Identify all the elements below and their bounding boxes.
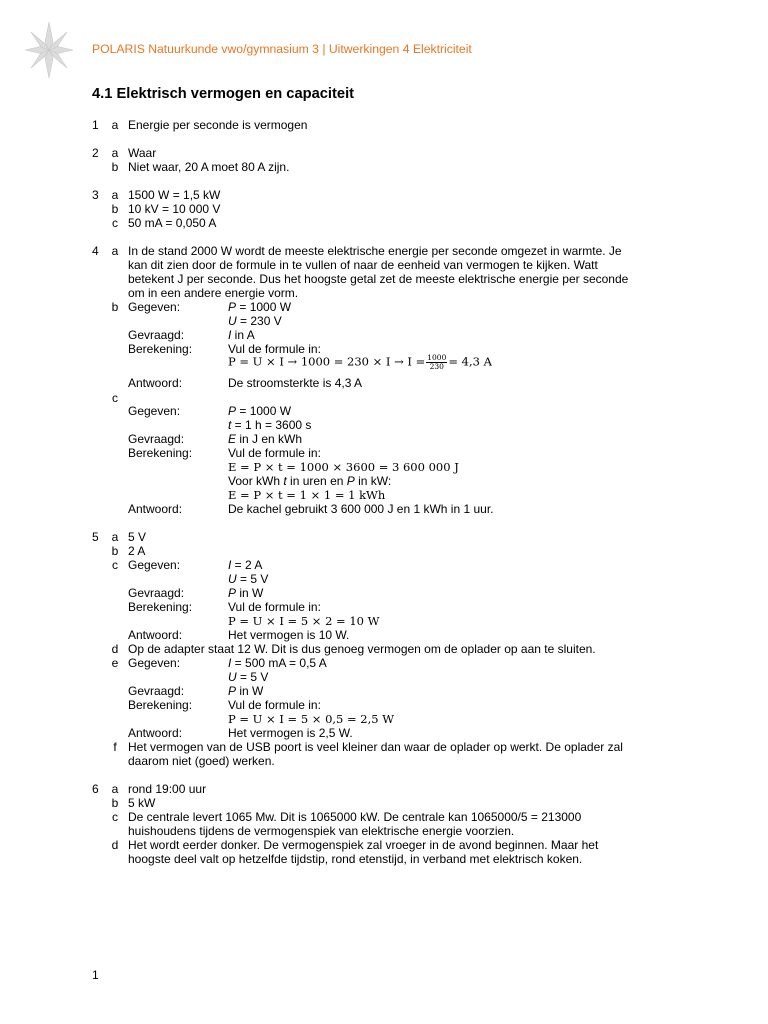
- answer-line: De centrale levert 1065 Mw. Dit is 1065000 kW. De centrale kan 1065000/5 = 213000: [128, 810, 582, 824]
- asked-label: Gevraagd:: [128, 684, 185, 698]
- part-letter: a: [111, 244, 119, 258]
- calculation-label: Berekening:: [128, 342, 193, 356]
- answer-text: rond 19:00 uur: [128, 782, 207, 796]
- given-label: Gegeven:: [128, 300, 181, 314]
- part-letter: c: [112, 558, 118, 572]
- answer-line: hoogste deel valt op hetzelfde tijdstip, rond etenstijd, in verband met elektrisch koken.: [128, 852, 583, 866]
- formula-instruction: Vul de formule in:: [228, 698, 321, 712]
- page-header: POLARIS Natuurkunde vwo/gymnasium 3 | Uitwerkingen 4 Elektriciteit: [92, 42, 472, 56]
- answer-value: De stroomsterkte is 4,3 A: [228, 376, 363, 390]
- answer-line: kan dit zien door de formule in te vullen of naar de eenheid van vermogen te kijken. Watt: [128, 258, 598, 272]
- answer-line: daarom niet (goed) werken.: [128, 754, 275, 768]
- answer-text: 1500 W = 1,5 kW: [128, 188, 221, 202]
- asked-label: Gevraagd:: [128, 328, 185, 342]
- part-letter: b: [111, 202, 119, 216]
- question-number: 2: [92, 146, 99, 160]
- calculation-label: Berekening:: [128, 446, 193, 460]
- given-value: I = 500 mA = 0,5 A: [228, 656, 327, 670]
- page-number: 1: [92, 968, 99, 982]
- asked-label: Gevraagd:: [128, 432, 185, 446]
- asked-value: E in J en kWh: [228, 432, 303, 446]
- asked-value: P in W: [228, 586, 264, 600]
- question-number: 6: [92, 782, 99, 796]
- question-number: 3: [92, 188, 99, 202]
- question-number: 5: [92, 530, 99, 544]
- part-letter: a: [111, 146, 119, 160]
- part-letter: a: [111, 530, 119, 544]
- part-letter: a: [111, 118, 119, 132]
- given-value: U = 5 V: [228, 670, 269, 684]
- answer-value: Het vermogen is 2,5 W.: [228, 726, 353, 740]
- formula: P = U × I = 5 × 2 = 10 W: [228, 614, 380, 628]
- answer-value: De kachel gebruikt 3 600 000 J en 1 kWh in 1 uur.: [228, 502, 494, 516]
- answer-line: Het wordt eerder donker. De vermogenspiek zal vroeger in de avond beginnen. Maar het: [128, 838, 599, 852]
- section-title: 4.1 Elektrisch vermogen en capaciteit: [92, 86, 355, 102]
- formula: E = P × t = 1000 × 3600 = 3 600 000 J: [228, 460, 459, 474]
- answer-text: Niet waar, 20 A moet 80 A zijn.: [128, 160, 290, 174]
- part-letter: b: [111, 544, 119, 558]
- answer-text: 10 kV = 10 000 V: [128, 202, 221, 216]
- answer-value: Het vermogen is 10 W.: [228, 628, 350, 642]
- part-letter: f: [113, 740, 117, 754]
- part-letter: b: [111, 300, 119, 314]
- answer-label: Antwoord:: [128, 726, 183, 740]
- asked-value: P in W: [228, 684, 264, 698]
- given-value: t = 1 h = 3600 s: [228, 418, 312, 432]
- given-label: Gegeven:: [128, 404, 181, 418]
- answer-text: 5 kW: [128, 796, 156, 810]
- answer-line: huishoudens tijdens de vermogenspiek van elektrische energie voorzien.: [128, 824, 515, 838]
- part-letter: b: [111, 160, 119, 174]
- question-number: 1: [92, 118, 99, 132]
- answer-text: Waar: [128, 146, 157, 160]
- answer-label: Antwoord:: [128, 376, 183, 390]
- given-value: U = 230 V: [228, 314, 282, 328]
- answer-text: 50 mA = 0,050 A: [128, 216, 217, 230]
- given-value: I = 2 A: [228, 558, 263, 572]
- answer-label: Antwoord:: [128, 502, 183, 516]
- part-letter: a: [111, 188, 119, 202]
- part-letter: d: [111, 642, 119, 656]
- formula-lhs: P = U × I → 1000 = 230 × I → I =: [228, 354, 426, 369]
- answer-label: Antwoord:: [128, 628, 183, 642]
- formula-rhs: = 4,3 A: [448, 354, 492, 369]
- answer-line: In de stand 2000 W wordt de meeste elektrische energie per seconde omgezet in warmte. Je: [128, 244, 622, 258]
- given-label: Gegeven:: [128, 656, 181, 670]
- formula-instruction: Vul de formule in:: [228, 600, 321, 614]
- question-number: 4: [92, 244, 99, 258]
- given-value: P = 1000 W: [228, 300, 292, 314]
- answer-text: 2 A: [128, 544, 146, 558]
- part-letter: c: [112, 391, 118, 405]
- answer-text: Op de adapter staat 12 W. Dit is dus genoeg vermogen om de oplader op aan te sluiten.: [128, 642, 596, 656]
- part-letter: d: [111, 838, 119, 852]
- given-value: U = 5 V: [228, 572, 269, 586]
- answer-line: Het vermogen van de USB poort is veel kleiner dan waar de oplader op werkt. De oplader zal: [128, 740, 623, 754]
- formula: E = P × t = 1 × 1 = 1 kWh: [228, 488, 386, 502]
- answer-line: betekent J per seconde. Dus het hoogste getal zet de meeste elektrische energie per seconde: [128, 272, 629, 286]
- part-letter: c: [112, 810, 118, 824]
- answer-line: om in een andere energie vorm.: [128, 286, 299, 300]
- formula-instruction: Vul de formule in:: [228, 342, 321, 356]
- part-letter: b: [111, 796, 119, 810]
- given-label: Gegeven:: [128, 558, 181, 572]
- part-letter: a: [111, 782, 119, 796]
- calculation-label: Berekening:: [128, 600, 193, 614]
- asked-value: I in A: [228, 328, 255, 342]
- fraction: $\frac{1000}{230}$: [427, 353, 447, 371]
- formula: P = U × I = 5 × 0,5 = 2,5 W: [228, 712, 395, 726]
- part-letter: c: [112, 216, 118, 230]
- asked-label: Gevraagd:: [128, 586, 185, 600]
- answer-text: Energie per seconde is vermogen: [128, 118, 308, 132]
- calculation-label: Berekening:: [128, 698, 193, 712]
- unit-note: Voor kWh t in uren en P in kW:: [228, 474, 392, 488]
- formula-instruction: Vul de formule in:: [228, 446, 321, 460]
- given-value: P = 1000 W: [228, 404, 292, 418]
- answer-text: 5 V: [128, 530, 147, 544]
- part-letter: e: [111, 656, 119, 670]
- formula: [228, 354, 492, 371]
